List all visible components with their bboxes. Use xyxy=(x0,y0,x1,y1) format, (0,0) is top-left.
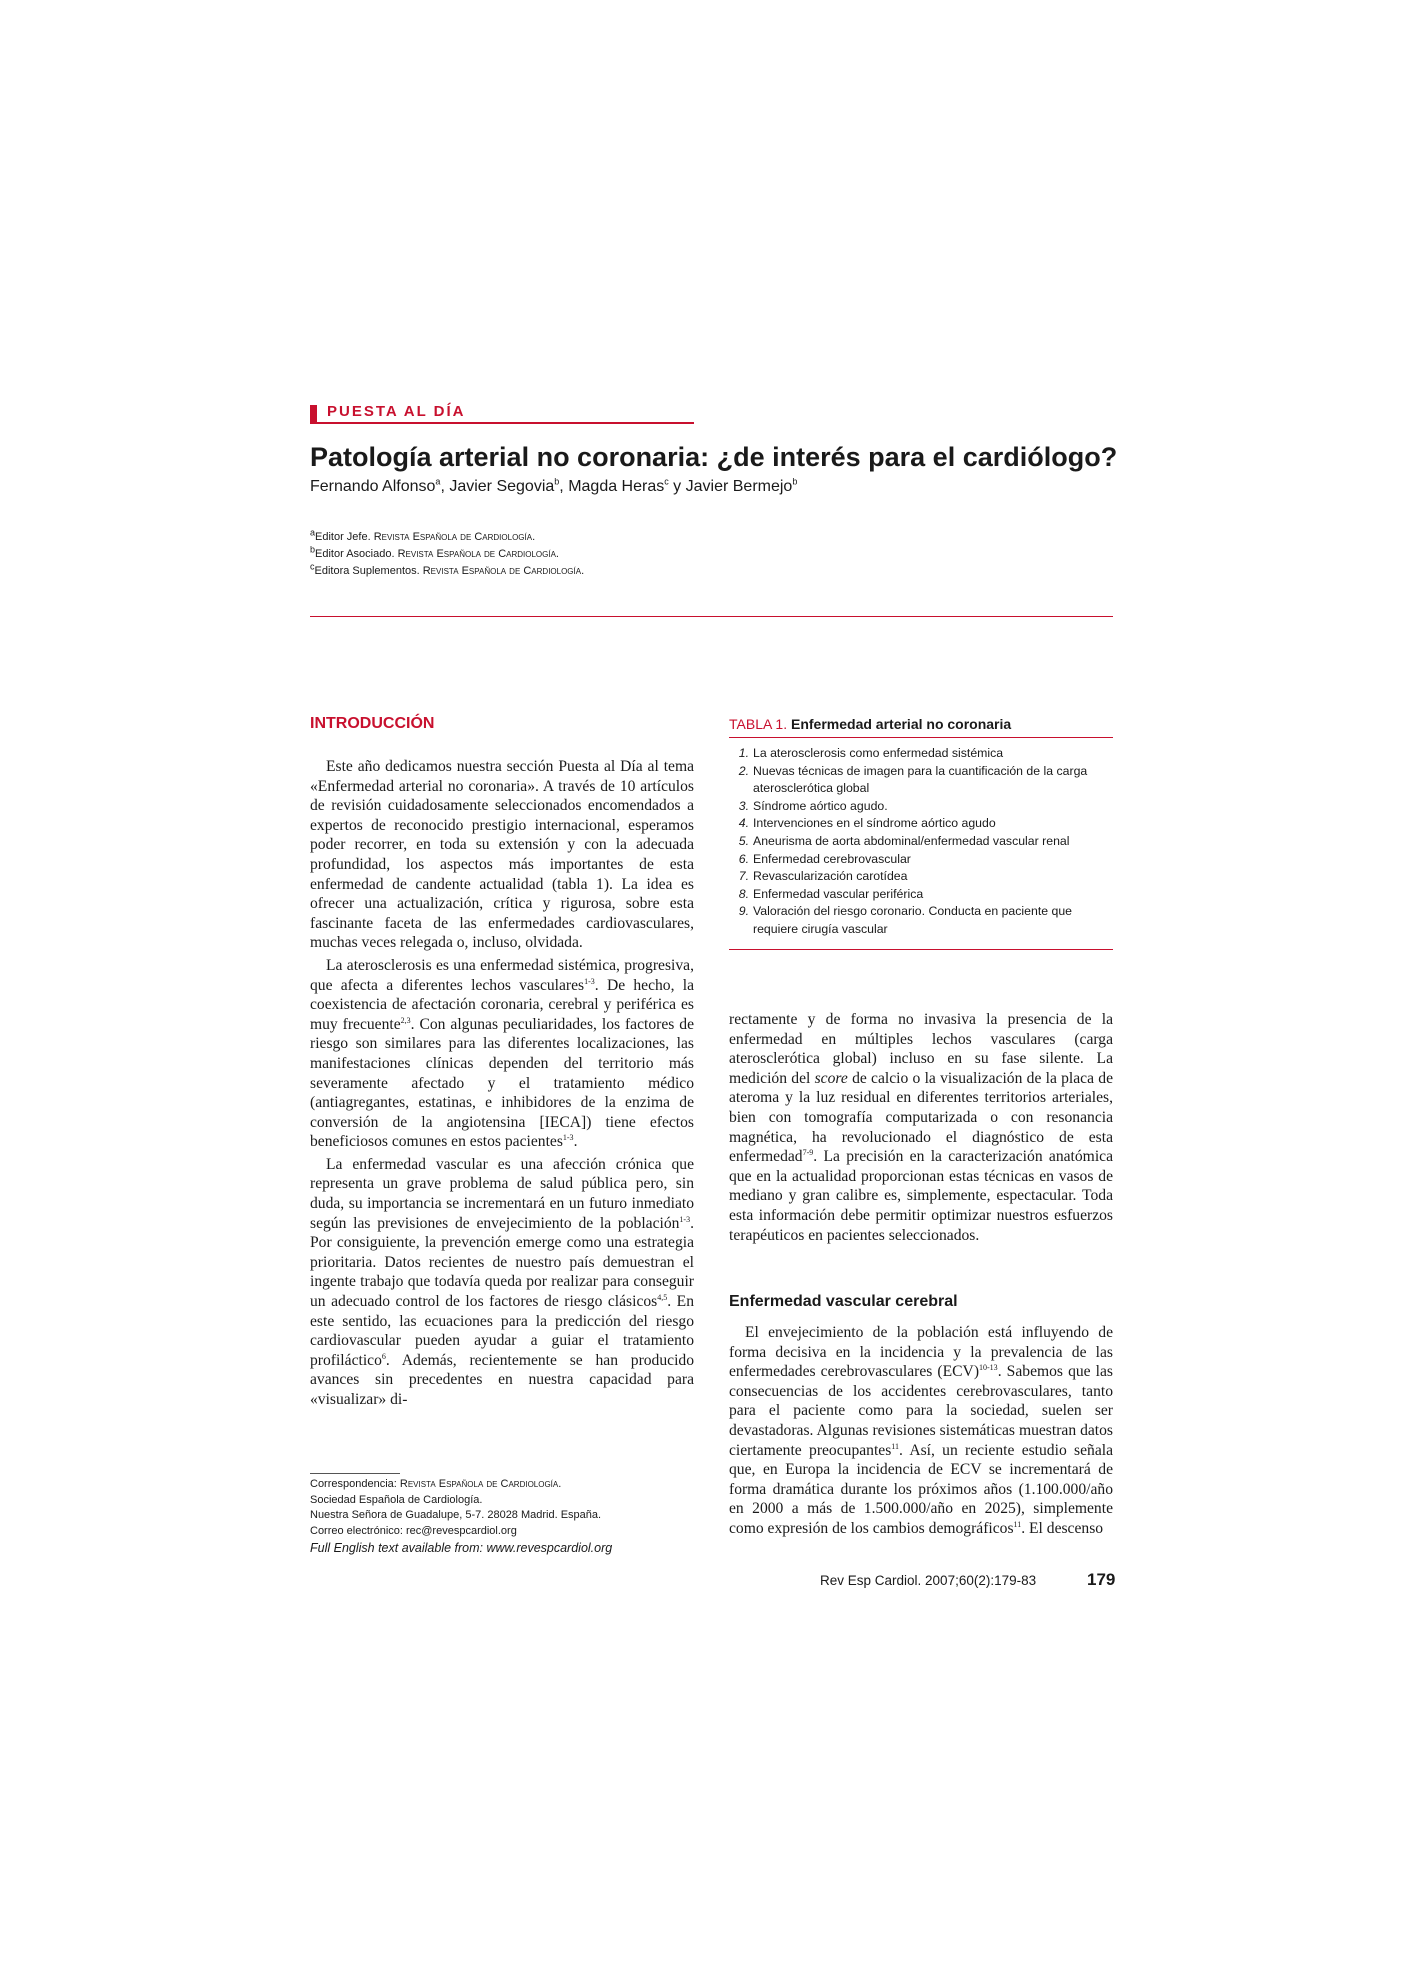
affiliation-a: $^a$Editor Jefe. Revista Española de Cardiología. xyxy=(310,527,536,543)
article-title: Patología arterial no coronaria: ¿de interés para el cardiólogo? xyxy=(310,442,1118,472)
header-rule xyxy=(310,616,1113,617)
table-row: 9. Valoración del riesgo coronario. Conducta en paciente que requiere cirugía vascular xyxy=(738,904,1073,936)
table-row: 8. Enfermedad vascular periférica xyxy=(738,886,924,901)
section-heading-introduccion: INTRODUCCIÓN xyxy=(310,715,435,732)
table-row: 6. Enfermedad cerebrovascular xyxy=(738,851,911,866)
paragraph: El envejecimiento de la población está influyendo de forma decisiva en la incidencia y la prevalencia de las enfermedades cerebrovasculares (ECV)$^{10-13}$. Sabemos que las consecuencias de los accidentes cerebrovasculares, tanto para el paciente como para la sociedad, suelen ser devastadoras. Algunas revisiones sistemáticas muestran datos ciertamente preocupantes$^{11}$. Así, un reciente estudio señala que, en Europa la incidencia de ECV se incrementará de forma dramática durante los próximos años (1.100.000/año en 2000 a más de 1.500.000/año en 2025), simplemente como expresión de los cambios demográficos$^{11}$. El descenso xyxy=(729,1324,1113,1537)
table-list xyxy=(729,745,1113,939)
table-row: 7. Revascularización carotídea xyxy=(738,869,908,884)
table-row: 5. Aneurisma de aorta abdominal/enfermedad vascular renal xyxy=(738,833,1070,848)
paragraph: La enfermedad vascular es una afección crónica que representa un grave problema de salud pública pero, sin duda, su importancia se incrementará en un futuro inmediato según las previsiones de envejecimiento de la población$^{1-3}$. Por consiguiente, la prevención emerge como una estrategia prioritaria. Datos recientes de nuestro país demuestran el ingente trabajo que todavía queda por realizar para conseguir un adecuado control de los factores de riesgo clásicos$^{4,5}$. En este sentido, las ecuaciones para la predicción del riesgo cardiovascular pueden ayudar a guiar el tratamiento profiláctico$^6$. Además, recientemente se han producido avances sin precedentes en nuestra capacidad para «visualizar» di- xyxy=(310,1155,694,1408)
table-name: Enfermedad arterial no coronaria xyxy=(791,716,1012,732)
section-heading-enfermedad-vascular-cerebral: Enfermedad vascular cerebral xyxy=(729,1293,958,1310)
english-text-note: Full English text available from: www.revespcardiol.org xyxy=(310,1541,613,1555)
table-title xyxy=(729,716,1011,732)
table-top-rule xyxy=(729,737,1113,738)
right-column-top xyxy=(729,1010,1113,1245)
author-name: Javier Bermejo xyxy=(685,478,793,495)
author-name: Javier Segovia xyxy=(449,478,555,495)
table-row: 2. Nuevas técnicas de imagen para la cuantificación de la carga aterosclerótica global xyxy=(738,763,1088,796)
section-label: PUESTA AL DÍA xyxy=(327,403,466,420)
table-row: 4. Intervenciones en el síndrome aórtico agudo xyxy=(738,816,996,831)
correspondence-footnote: Correspondencia: Revista Española de Cardiología. Sociedad Española de Cardiología. Nuestra Señora de Guadalupe, 5-7. 28028 Madrid. España. Correo electrónico: rec@revespcardiol.org xyxy=(310,1478,602,1537)
affiliation-b: $^b$Editor Asociado. Revista Española de Cardiología. xyxy=(310,544,559,560)
author-list: Fernando Alfonso$^a$, Javier Segovia$^b$, Magda Heras$^c$ y Javier Bermejo$^b$ xyxy=(310,476,798,495)
paragraph: La aterosclerosis es una enfermedad sistémica, progresiva, que afecta a diferentes lechos vasculares$^{1-3}$. De hecho, la coexistencia de afectación coronaria, cerebral y periférica es muy frecuente$^{2,3}$. Con algunas peculiaridades, los factores de riesgo son similares para las diferentes localizaciones, las manifestaciones clínicas dependen del territorio más severamente afectado y el tratamiento médico (antiagregantes, estatinas, e inhibidores de la enzima de conversión de la angiotensina [IECA]) tiene efectos beneficiosos comunes en estos pacientes$^{1-3}$. xyxy=(310,956,694,1151)
paragraph: Este año dedicamos nuestra sección Puesta al Día al tema «Enfermedad arterial no coronaria». A través de 10 artículos de revisión cuidadosamente seleccionados encomendados a expertos de reconocido prestigio internacional, esperamos poder recorrer, en toda su extensión y con la adecuada profundidad, los aspectos más importantes de esta enfermedad de candente actualidad (tabla 1). La idea es ofrecer una actualización, crítica y rigurosa, sobre esta fascinante faceta de las enfermedades cardiovasculares, muchas veces relegada o, incluso, olvidada. xyxy=(310,758,694,952)
paragraph: rectamente y de forma no invasiva la presencia de la enfermedad en múltiples lechos vasculares (carga aterosclerótica global) incluso en su fase silente. La medición del score de calcio o la visualización de la placa de ateroma y la luz residual en diferentes territorios arteriales, bien con tomografía computarizada o con resonancia magnética, ha revolucionado el diagnóstico de esta enfermedad$^{7-9}$. La precisión en la caracterización anatómica que en la actualidad proporcionan estas técnicas en vasos de mediano y gran calibre es, simplemente, espectacular. Toda esta información debe permitir optimizar nuestros esfuerzos terapéuticos en pacientes seleccionados. xyxy=(729,1011,1114,1244)
right-column-bottom xyxy=(729,1323,1113,1539)
table-row: 3. Síndrome aórtico agudo. xyxy=(738,798,888,813)
table-label: TABLA 1. xyxy=(729,716,788,732)
page-number: 179 xyxy=(1087,1570,1116,1589)
author-name: Fernando Alfonso xyxy=(310,478,436,495)
affiliation-c: $^c$Editora Suplementos. Revista Española de Cardiología. xyxy=(310,561,585,577)
footnote-rule xyxy=(310,1473,400,1474)
section-rule xyxy=(310,422,694,424)
section-marker xyxy=(310,405,317,423)
table-row: 1. La aterosclerosis como enfermedad sistémica xyxy=(738,746,1004,760)
journal-citation: Rev Esp Cardiol. 2007;60(2):179-83 xyxy=(820,1573,1037,1588)
author-name: Magda Heras xyxy=(568,478,665,495)
table-bottom-rule xyxy=(729,949,1113,950)
left-column xyxy=(310,757,694,1410)
